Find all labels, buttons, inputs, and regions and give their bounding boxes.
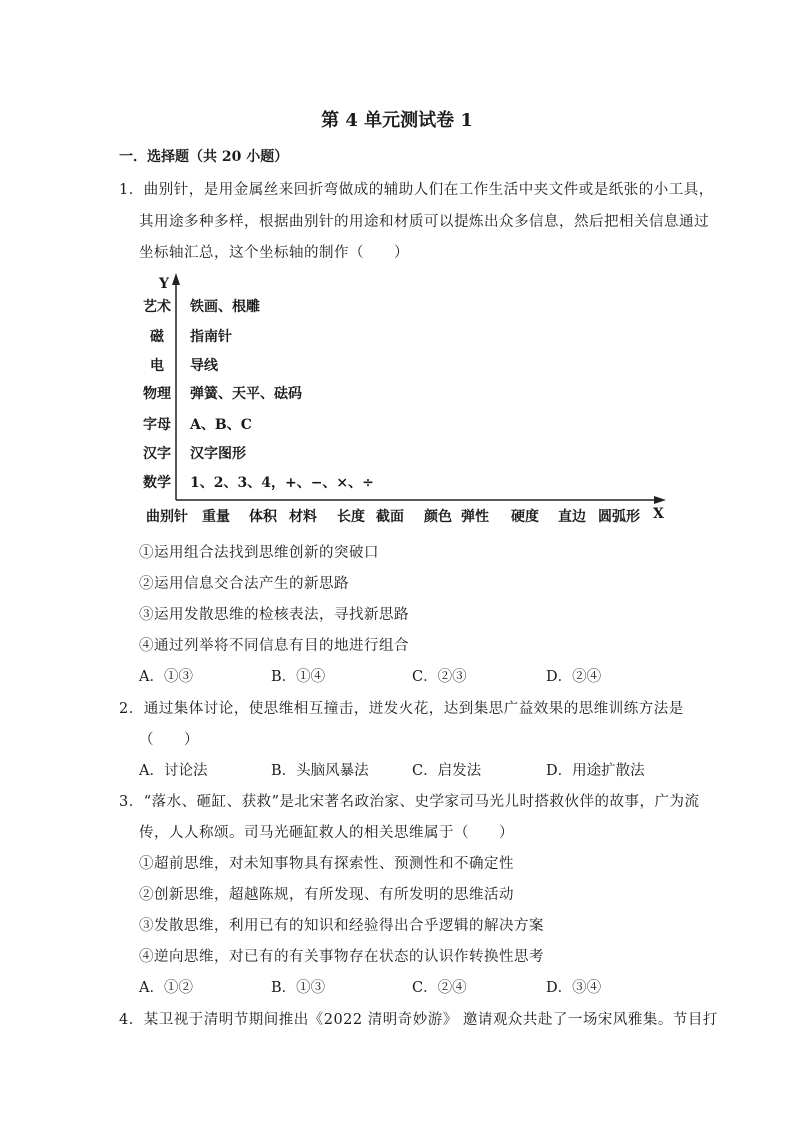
row-label-physics: 物理 bbox=[143, 386, 171, 402]
x-label-volume: 体积 bbox=[249, 509, 277, 525]
x-label-arc: 圆弧形 bbox=[598, 509, 640, 525]
row-content-math: 1、2、3、4，+、−、×、÷ bbox=[190, 475, 374, 491]
q3-statement-2: ②创新思维，超越陈规，有所发现、有所发明的思维活动 bbox=[139, 887, 514, 903]
x-label-section: 截面 bbox=[376, 509, 404, 525]
row-content-physics: 弹簧、天平、砝码 bbox=[190, 386, 302, 402]
q1-line-1: 1．曲别针，是用金属丝来回折弯做成的辅助人们在工作生活中夹文件或是纸张的小工具， bbox=[119, 182, 714, 198]
q3-option-d[interactable]: D．③④ bbox=[546, 980, 602, 996]
q3-line-2: 传，人人称颂。司马光砸缸救人的相关思维属于（ ） bbox=[139, 825, 514, 841]
q1-option-b[interactable]: B．①④ bbox=[271, 669, 326, 685]
q1-statement-4: ④通过列举将不同信息有目的地进行组合 bbox=[139, 638, 409, 654]
x-label-paperclip: 曲别针 bbox=[146, 509, 188, 525]
q3-option-b[interactable]: B．①③ bbox=[271, 980, 326, 996]
x-label-length: 长度 bbox=[337, 509, 365, 525]
q1-option-c[interactable]: C．②③ bbox=[412, 669, 467, 685]
page-title: 第 4 单元测试卷 1 bbox=[321, 110, 473, 131]
row-content-letters: A、B、C bbox=[190, 417, 252, 433]
q1-statement-2: ②运用信息交合法产生的新思路 bbox=[139, 576, 349, 592]
x-label-material: 材料 bbox=[289, 509, 317, 525]
row-content-magnet: 指南针 bbox=[190, 329, 232, 345]
row-content-hanzi: 汉字图形 bbox=[190, 446, 246, 462]
q1-statement-3: ③运用发散思维的检核表法，寻找新思路 bbox=[139, 607, 409, 623]
q1-line-3: 坐标轴汇总，这个坐标轴的制作（ ） bbox=[139, 245, 409, 261]
q3-statement-1: ①超前思维，对未知事物具有探索性、预测性和不确定性 bbox=[139, 856, 514, 872]
row-label-art: 艺术 bbox=[143, 299, 171, 315]
q3-option-c[interactable]: C．②④ bbox=[412, 980, 467, 996]
q3-statement-3: ③发散思维，利用已有的知识和经验得出合乎逻辑的解决方案 bbox=[139, 918, 544, 934]
row-label-magnet: 磁 bbox=[150, 329, 164, 345]
row-content-art: 铁画、根雕 bbox=[190, 299, 260, 315]
x-axis-letter: X bbox=[653, 506, 664, 522]
q1-statement-1: ①运用组合法找到思维创新的突破口 bbox=[139, 545, 379, 561]
q1-option-d[interactable]: D．②④ bbox=[546, 669, 602, 685]
q3-line-1: 3．“落水、砸缸、获救”是北宋著名政治家、史学家司马光儿时搭救伙伴的故事，广为流 bbox=[119, 794, 700, 810]
row-label-electric: 电 bbox=[150, 358, 164, 374]
q2-option-a[interactable]: A．讨论法 bbox=[139, 763, 208, 779]
x-axis-arrow bbox=[654, 496, 666, 504]
q3-option-a[interactable]: A．①② bbox=[139, 980, 193, 996]
section-heading: 一．选择题（共 20 小题） bbox=[119, 149, 289, 165]
row-label-hanzi: 汉字 bbox=[143, 446, 171, 462]
row-label-letters: 字母 bbox=[143, 417, 171, 433]
q1-option-a[interactable]: A．①③ bbox=[139, 669, 193, 685]
q1-line-2: 其用途多种多样，根据曲别针的用途和材质可以提炼出众多信息，然后把相关信息通过 bbox=[139, 214, 709, 230]
x-label-weight: 重量 bbox=[202, 509, 230, 525]
y-axis-letter: Y bbox=[159, 276, 169, 292]
q2-option-d[interactable]: D．用途扩散法 bbox=[546, 763, 645, 779]
row-label-math: 数学 bbox=[143, 475, 171, 491]
q2-option-b[interactable]: B．头脑风暴法 bbox=[271, 763, 369, 779]
row-content-electric: 导线 bbox=[190, 358, 218, 374]
x-label-elasticity: 弹性 bbox=[461, 509, 489, 525]
x-label-color: 颜色 bbox=[424, 509, 452, 525]
q3-statement-4: ④逆向思维，对已有的有关事物存在状态的认识作转换性思考 bbox=[139, 949, 544, 965]
x-label-hardness: 硬度 bbox=[511, 509, 539, 525]
q2-line-1: 2．通过集体讨论，使思维相互撞击，迸发火花，达到集思广益效果的思维训练方法是 bbox=[119, 701, 684, 717]
q2-line-2: （ ） bbox=[139, 732, 199, 748]
y-axis-arrow bbox=[172, 273, 180, 285]
q4-line-1: 4．某卫视于清明节期间推出《2022 清明奇妙游》 邀请观众共赴了一场宋风雅集。节目打 bbox=[119, 1012, 718, 1028]
x-label-straight-edge: 直边 bbox=[558, 509, 586, 525]
q2-option-c[interactable]: C．启发法 bbox=[412, 763, 482, 779]
